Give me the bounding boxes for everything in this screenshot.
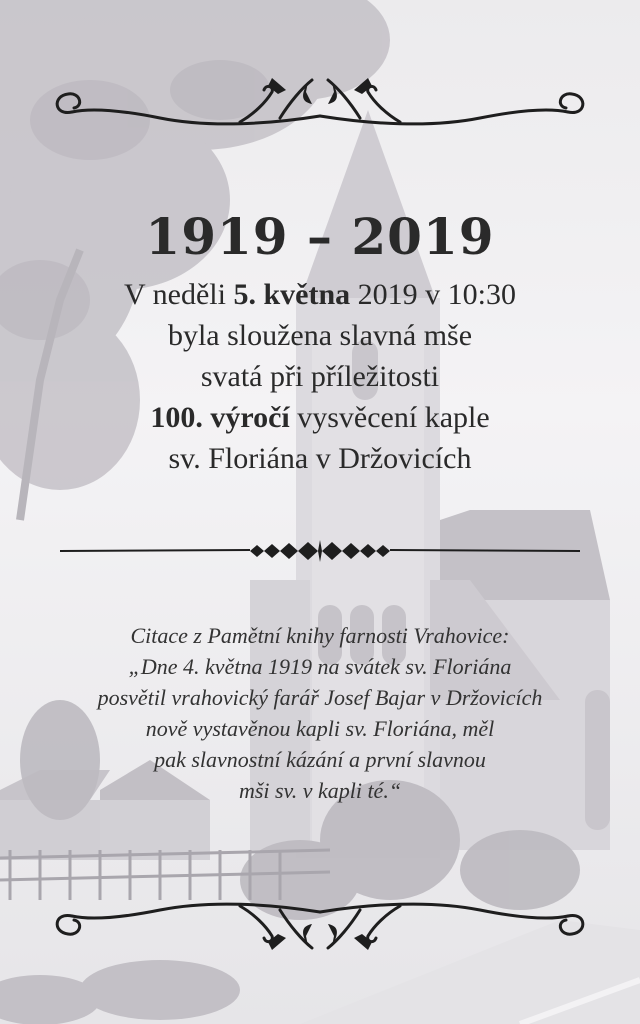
announcement-line-1 xyxy=(0,274,640,315)
line-text: vysvěcení kaple xyxy=(289,401,490,434)
quote-line-2: „Dne 4. května 1919 na svátek sv. Floriána xyxy=(128,654,512,679)
quote-line-6: mši sv. v kapli té.“ xyxy=(238,778,402,803)
announcement-line-2: byla sloužena slavná mše xyxy=(167,319,473,352)
quote-line-3: posvětil vrahovický farář Josef Bajar v Držovicích xyxy=(97,685,543,710)
announcement-line-5: sv. Floriána v Držovicích xyxy=(168,442,472,475)
diamond-chain-divider-icon xyxy=(60,538,580,564)
announcement-line-4 xyxy=(0,397,640,438)
chronicle-quote xyxy=(0,620,640,806)
scroll-flourish-icon xyxy=(40,72,600,132)
anniversary-years: 1919 – 2019 xyxy=(145,207,495,266)
scroll-flourish-icon xyxy=(40,896,600,956)
announcement xyxy=(0,274,640,479)
quote-line-5: pak slavnostní kázání a první slavnou xyxy=(154,747,486,772)
quote-line-4: nově vystavěnou kapli sv. Floriána, měl xyxy=(145,716,495,741)
announcement-line-3: svatá při příležitosti xyxy=(200,360,440,393)
anniversary-emphasis: 100. výročí xyxy=(150,401,290,434)
line-text: 2019 v 10:30 xyxy=(350,278,516,311)
line-text: V neděli xyxy=(124,278,234,311)
date-emphasis: 5. května xyxy=(233,278,351,311)
quote-line-1: Citace z Pamětní knihy farnosti Vrahovice: xyxy=(130,623,510,648)
